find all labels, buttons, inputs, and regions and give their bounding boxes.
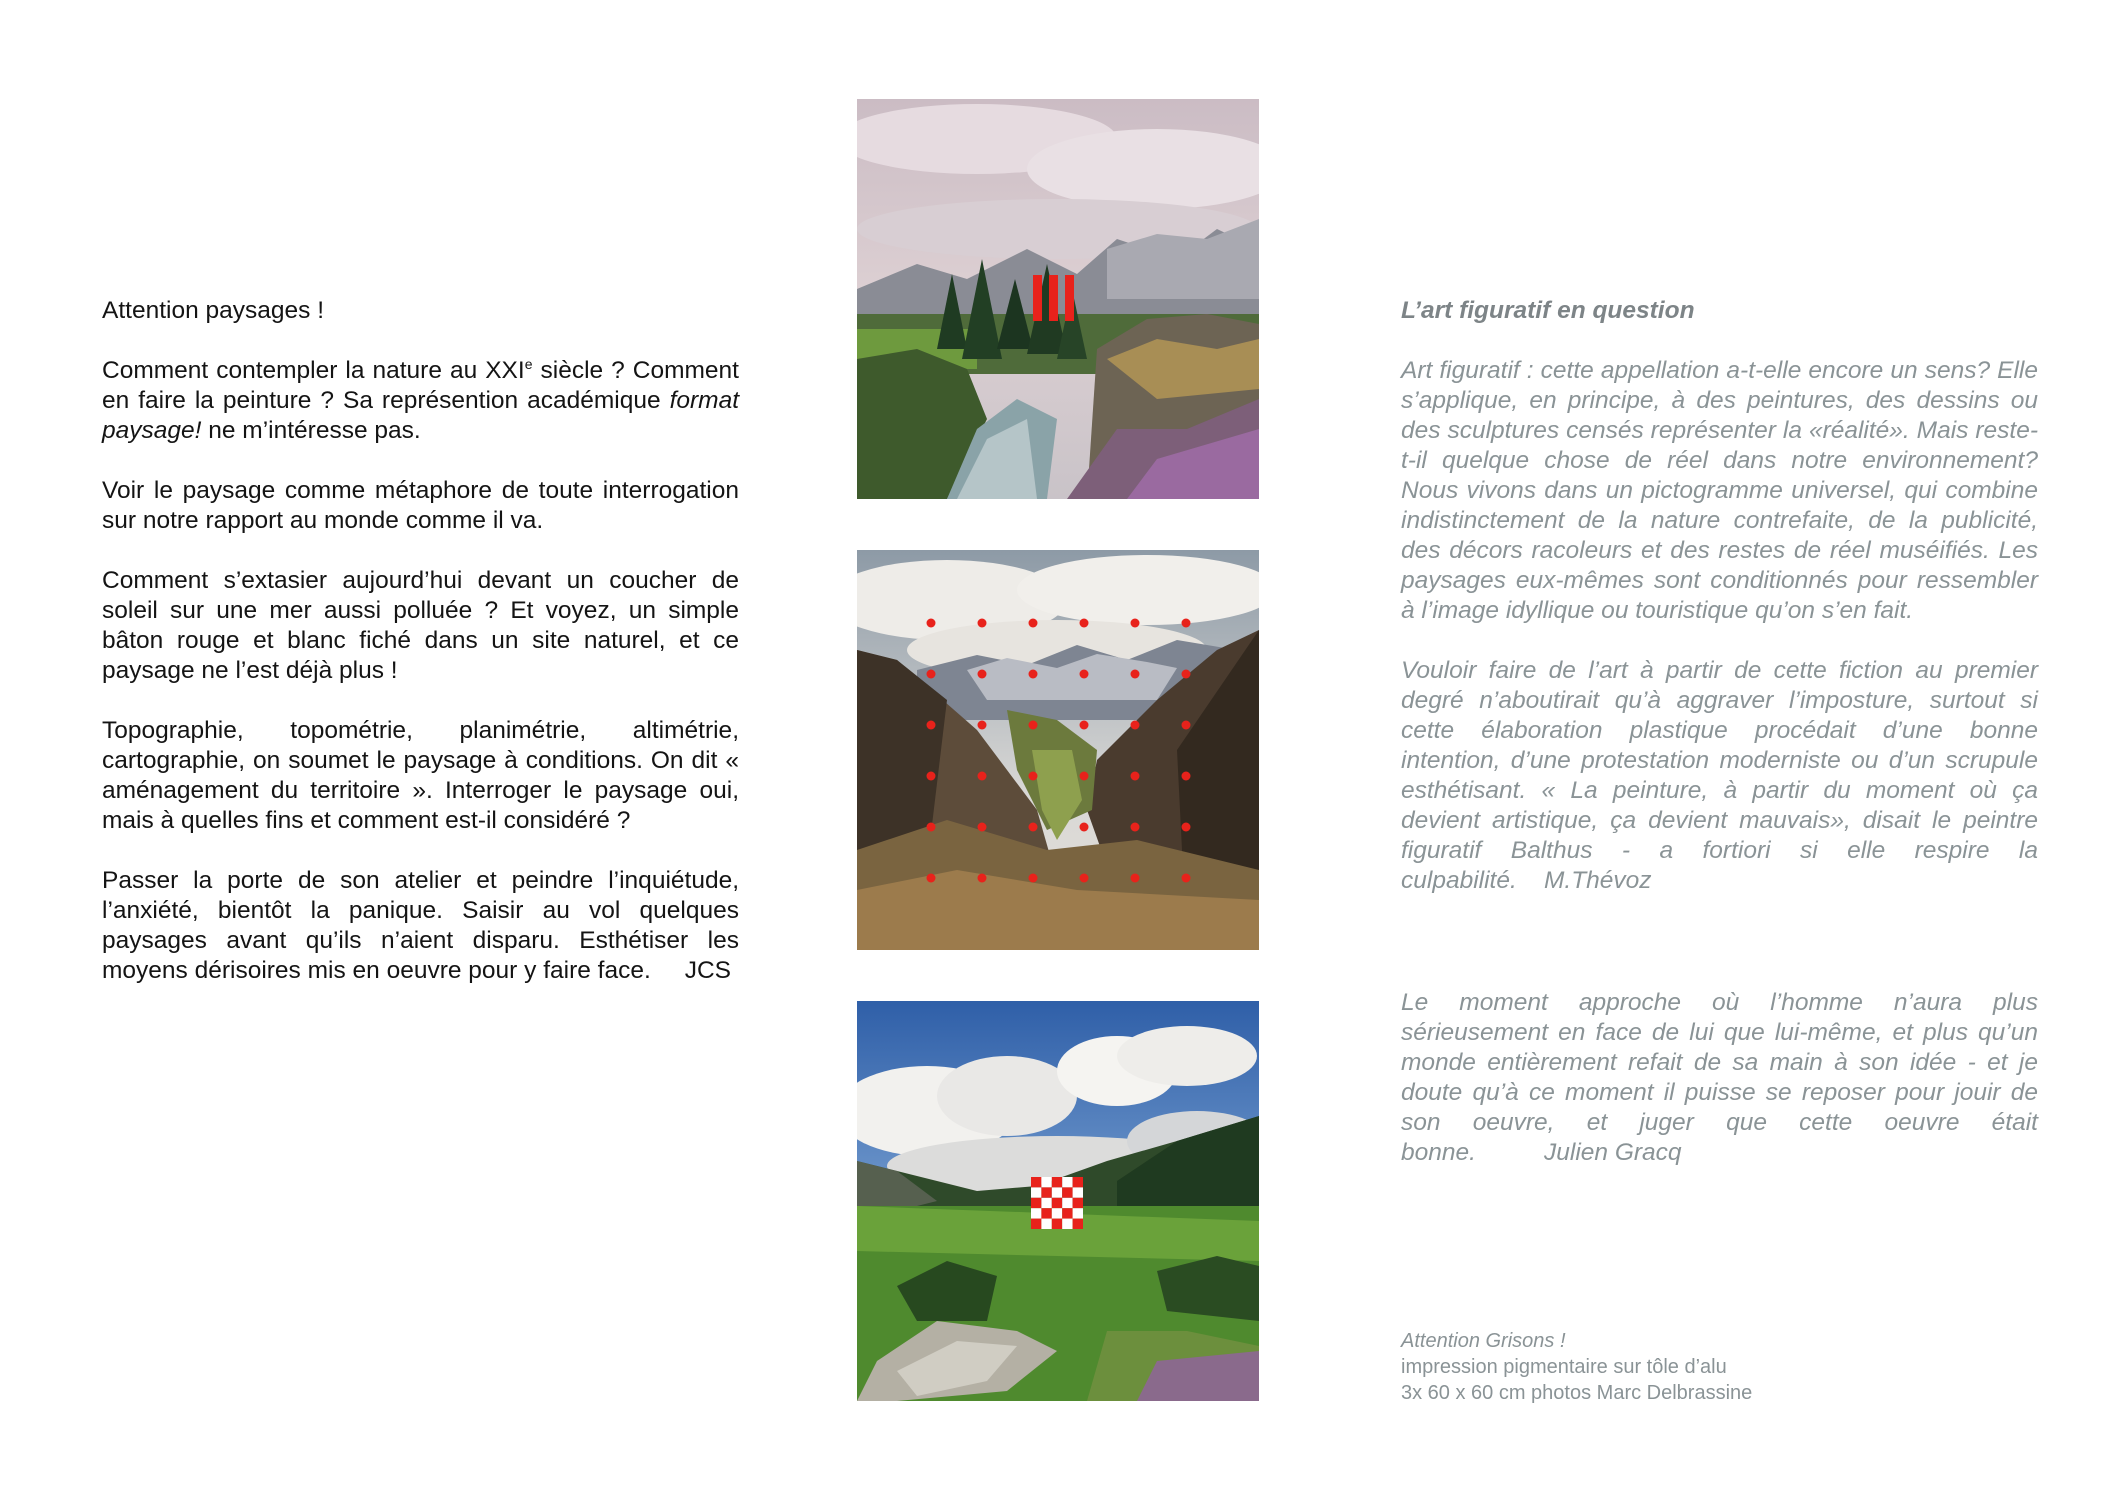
red-dot [1131,772,1140,781]
red-dot [1029,823,1038,832]
right-heading: L’art figuratif en question [1401,297,1695,324]
red-dot [1131,670,1140,679]
checker-square [1031,1219,1041,1229]
red-dot [1182,772,1191,781]
checker-square [1052,1187,1062,1197]
red-dot [978,721,987,730]
red-dot [1080,874,1089,883]
left-paragraph-5 [102,866,739,986]
left-text-column [102,296,739,1016]
checker-square [1031,1187,1041,1197]
checker-square [1052,1198,1062,1208]
right-text-column [1401,296,2038,1198]
p1-part-c: ne m’intéresse pas. [201,417,421,444]
red-dot [927,823,936,832]
left-paragraph-2: Voir le paysage comme métaphore de toute interrogation sur notre rapport au monde comme il va. [102,477,739,534]
red-dot [927,670,936,679]
red-dot [1029,670,1038,679]
left-signature: JCS [684,957,731,984]
checker-square [1041,1187,1051,1197]
landscape-photo-dots [857,550,1259,950]
landscape-photo-checker [857,1001,1259,1401]
checker-square [1073,1208,1083,1218]
quote-text: Le moment approche où l’homme n’aura plus sérieusement en face de lui que lui-même, et plus qu’un monde entièrement refait de sa main à son idée - et je doute qu’à ce moment il puisse se reposer pour jouir de son oeuvre, et juger que cette oeuvre était bonne. [1401,989,2038,1166]
checker-square [1062,1177,1072,1187]
red-dot [1182,619,1191,628]
red-dot [978,823,987,832]
artwork-caption [1401,1328,1961,1406]
red-dot [1029,721,1038,730]
red-dot [1131,619,1140,628]
red-dot [1182,874,1191,883]
red-dot [1182,670,1191,679]
red-dot [1080,619,1089,628]
red-dot [1080,772,1089,781]
left-paragraph-4: Topographie, topométrie, planimétrie, altimétrie, cartographie, on soumet le paysage à conditions. On dit « aménagement du territoire ». Interroger le paysage oui, mais à quelles fins et comment est-il considéré ? [102,717,739,834]
checker-square [1062,1198,1072,1208]
checker-square [1062,1208,1072,1218]
red-dot [1080,670,1089,679]
red-dot [1029,772,1038,781]
red-stake-3 [1065,275,1074,321]
checker-square [1073,1198,1083,1208]
right-paragraph-1: Art figuratif : cette appellation a-t-elle encore un sens? Elle s’applique, en principe, à des peintures, des dessins ou des sculptures censés représenter la «réalité». Mais reste-t-il quelque chose de réel dans notre environnement? Nous vivons dans un pictogramme universel, qui combine indistinctement de la nature contrefaite, de la publicité, des décors racoleurs et des restes de réel muséifiés. Les paysages eux-mêmes sont conditionnés pour ressembler à l’image idyllique ou touristique qu’on s’en fait. [1401,357,2038,624]
red-dot [1131,721,1140,730]
red-dot [927,772,936,781]
red-white-checkered-marker [1031,1177,1083,1229]
checker-square [1031,1177,1041,1187]
checker-square [1031,1208,1041,1218]
gracq-quote [1401,988,2038,1168]
red-stake-1 [1033,275,1042,321]
checker-square [1073,1219,1083,1229]
red-dot [978,772,987,781]
checker-square [1041,1198,1051,1208]
p1-emphasis: format paysage! [102,387,739,444]
red-dot [978,619,987,628]
red-dot [1029,619,1038,628]
checker-square [1073,1177,1083,1187]
checker-square [1031,1198,1041,1208]
p5-text: Passer la porte de son atelier et peindre l’inquiétude, l’anxiété, bientôt la panique. Saisir au vol quelques paysages avant qu’ils n’aient disparu. Esthétiser les moyens dérisoires mis en oeuvre pour y faire face. [102,867,739,984]
landscape-photo-stakes [857,99,1259,499]
left-paragraph-1 [102,356,739,446]
checker-square [1052,1208,1062,1218]
left-title: Attention paysages ! [102,297,325,324]
caption-medium: impression pigmentaire sur tôle d’alu [1401,1356,1727,1378]
red-dot [1182,721,1191,730]
p2-text: Vouloir faire de l’art à partir de cette fiction au premier degré n’aboutirait qu’à aggraver l’imposture, surtout si cette élaboration plastique procédait d’une bonne intention, d’une protestation moderniste ou d’un scrupule esthétisant. « La peinture, à partir du moment où ça devient artistique, ça devient mauvais», disait le peintre figuratif Balthus - a fortiori si elle respire la culpabilité. [1401,657,2038,894]
quote-author: Julien Gracq [1544,1139,1682,1166]
p1-part-b: siècle ? Comment en faire la peinture ? Sa représention académique [102,357,739,414]
red-dot [1080,721,1089,730]
right-paragraph-2 [1401,656,2038,896]
caption-title: Attention Grisons ! [1401,1330,1566,1352]
red-dot [927,874,936,883]
red-dot [1182,823,1191,832]
red-dot [1029,874,1038,883]
red-dot [1080,823,1089,832]
red-dot [978,874,987,883]
caption-dimensions: 3x 60 x 60 cm photos Marc Delbrassine [1401,1382,1753,1404]
checker-square [1041,1219,1051,1229]
red-dot [978,670,987,679]
red-dot [1131,823,1140,832]
red-stake-2 [1049,275,1058,321]
checker-square [1073,1187,1083,1197]
p2-author: M.Thévoz [1544,867,1652,894]
checker-square [1052,1219,1062,1229]
left-paragraph-3: Comment s’extasier aujourd’hui devant un coucher de soleil sur une mer aussi polluée ? Et voyez, un simple bâton rouge et blanc fiché dans un site naturel, et ce paysage ne l’est déjà plus ! [102,567,739,684]
p1-part-a: Comment contempler la nature au XXI [102,357,525,384]
red-dot [927,721,936,730]
checker-square [1041,1208,1051,1218]
checker-square [1062,1187,1072,1197]
checker-square [1052,1177,1062,1187]
checker-square [1062,1219,1072,1229]
red-dot [927,619,936,628]
red-dot [1131,874,1140,883]
century-superscript: e [524,356,533,372]
checker-square [1041,1177,1051,1187]
